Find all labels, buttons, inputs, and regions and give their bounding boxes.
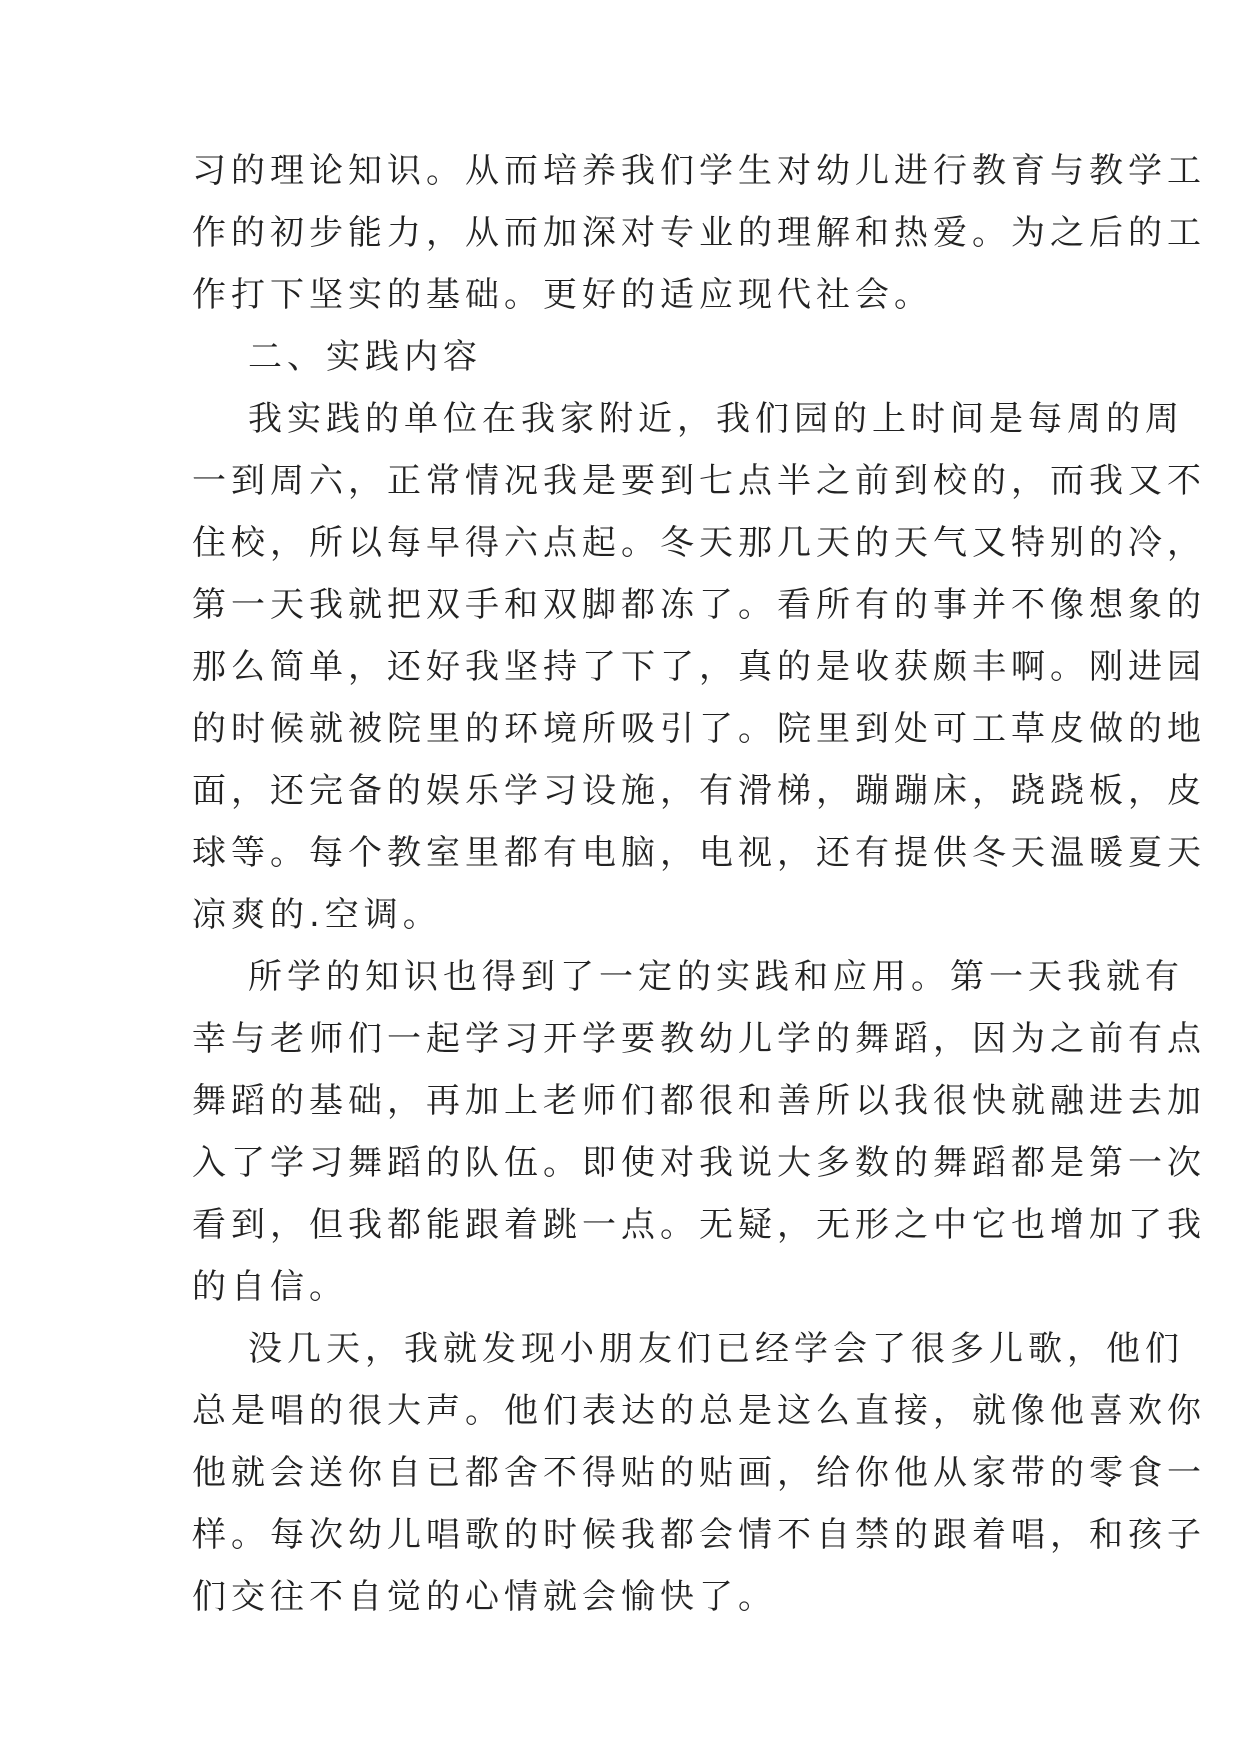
text-line: 的时候就被院里的环境所吸引了。院里到处可工草皮做的地	[192, 709, 1206, 749]
text-line: 的自信。	[192, 1267, 348, 1307]
text-line: 入了学习舞蹈的队伍。即使对我说大多数的舞蹈都是第一次	[192, 1143, 1206, 1183]
text-line: 他就会送你自已都舍不得贴的贴画，给你他从家带的零食一	[192, 1453, 1206, 1493]
text-line: 第一天我就把双手和双脚都冻了。看所有的事并不像想象的	[192, 585, 1206, 625]
text-line: 幸与老师们一起学习开学要教幼儿学的舞蹈，因为之前有点	[192, 1019, 1206, 1059]
text-line: 住校，所以每早得六点起。冬天那几天的天气又特别的冷，	[192, 523, 1206, 563]
text-line: 看到，但我都能跟着跳一点。无疑，无形之中它也增加了我	[192, 1205, 1206, 1245]
text-line: 一到周六，正常情况我是要到七点半之前到校的，而我又不	[192, 461, 1206, 501]
paragraph-first-line: 所学的知识也得到了一定的实践和应用。第一天我就有	[248, 957, 1184, 997]
text-line: 凉爽的.空调。	[192, 895, 442, 935]
text-line: 习的理论知识。从而培养我们学生对幼儿进行教育与教学工	[192, 151, 1206, 191]
text-line: 作的初步能力，从而加深对专业的理解和热爱。为之后的工	[192, 213, 1206, 253]
text-line: 样。每次幼儿唱歌的时候我都会情不自禁的跟着唱，和孩子	[192, 1515, 1206, 1555]
text-line: 球等。每个教室里都有电脑，电视，还有提供冬天温暖夏天	[192, 833, 1206, 873]
text-line: 那么简单，还好我坚持了下了，真的是收获颇丰啊。刚进园	[192, 647, 1206, 687]
section-heading: 二、实践内容	[248, 337, 482, 377]
paragraph-first-line: 没几天，我就发现小朋友们已经学会了很多儿歌，他们	[248, 1329, 1184, 1369]
text-line: 面，还完备的娱乐学习设施，有滑梯，蹦蹦床，跷跷板，皮	[192, 771, 1206, 811]
document-body	[192, 140, 1206, 1628]
text-line: 作打下坚实的基础。更好的适应现代社会。	[192, 275, 933, 315]
text-line: 总是唱的很大声。他们表达的总是这么直接，就像他喜欢你	[192, 1391, 1206, 1431]
text-line: 舞蹈的基础，再加上老师们都很和善所以我很快就融进去加	[192, 1081, 1206, 1121]
text-line: 们交往不自觉的心情就会愉快了。	[192, 1577, 777, 1617]
paragraph-first-line: 我实践的单位在我家附近，我们园的上时间是每周的周	[248, 399, 1184, 439]
